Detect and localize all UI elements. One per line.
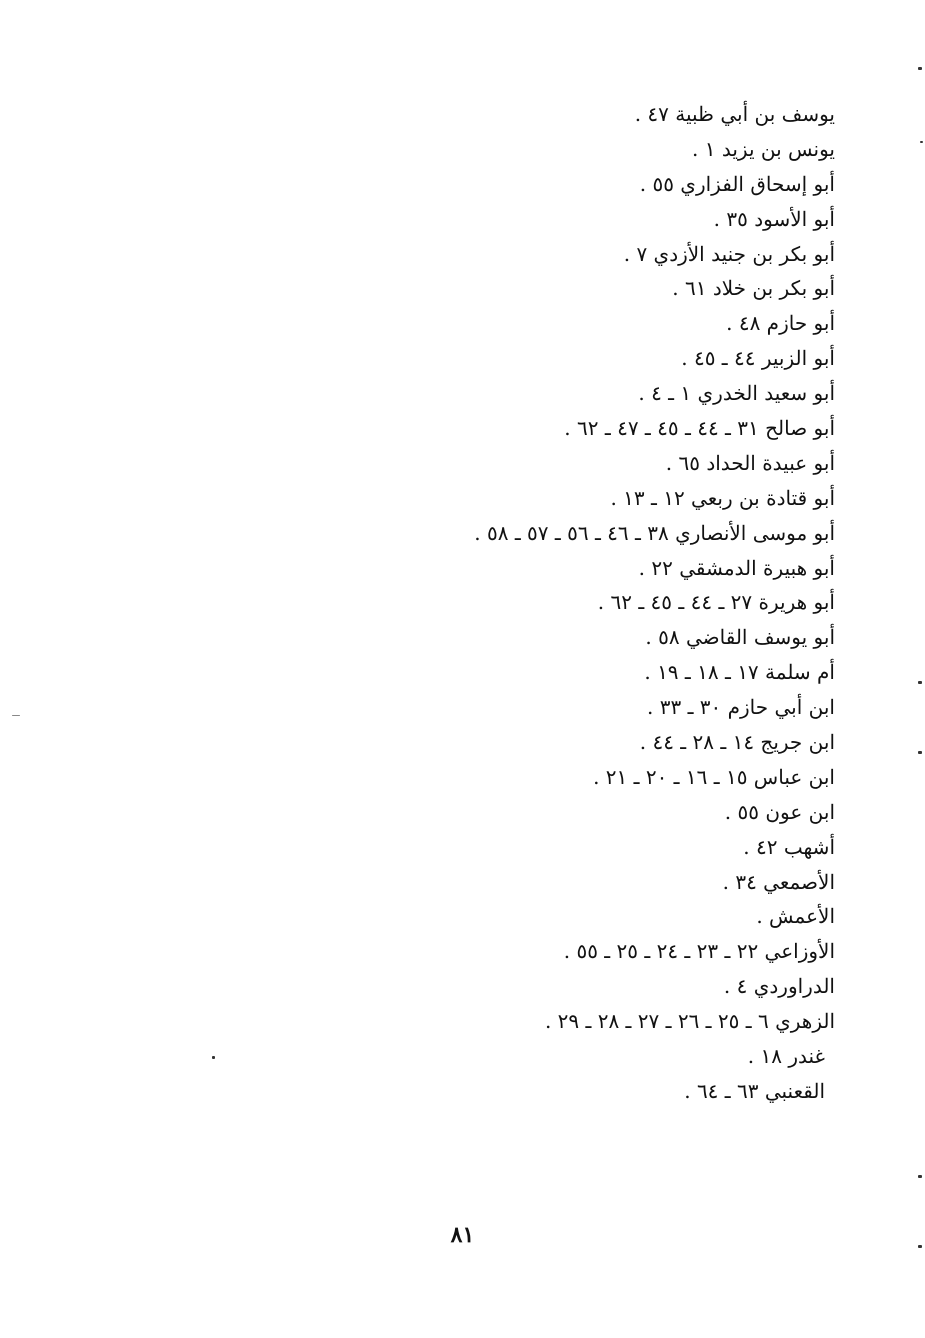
index-entry: يوسف بن أبي ظبية ٤٧ . [634,102,835,126]
index-entry: أبو إسحاق الفزاري ٥٥ . [639,171,835,196]
index-entry: أشهب ٤٢ . [743,834,835,859]
index-entry: ابن عون ٥٥ . [724,799,835,824]
index-entry: أبو قتادة بن ربعي ١٢ ـ ١٣ . [610,485,835,510]
index-entry: أبو عبيدة الحداد ٦٥ . [665,450,835,475]
index-entry: الزهري ٦ ـ ٢٥ ـ ٢٦ ـ ٢٧ ـ ٢٨ ـ ٢٩ . [544,1009,835,1034]
index-entry: أبو صالح ٣١ ـ ٤٤ ـ ٤٥ ـ ٤٧ ـ ٦٢ . [564,416,835,441]
index-entry: يونس بن يزيد ١ . [692,136,835,161]
index-entry: أبو الزبير ٤٤ ـ ٤٥ . [681,346,835,371]
index-entry: أم سلمة ١٧ ـ ١٨ ـ ١٩ . [644,660,835,685]
index-entry: أبو موسى الأنصاري ٣٨ ـ ٤٦ ـ ٥٦ ـ ٥٧ ـ ٥٨ . [474,520,835,545]
index-entry: الدراوردي ٤ . [723,974,835,999]
index-entry: أبو بكر بن جنيد الأزدي ٧ . [623,241,835,266]
scan-speck [920,141,923,143]
index-entry: أبو سعيد الخدري ١ ـ ٤ . [638,381,835,406]
index-entry: ابن جريج ١٤ ـ ٢٨ ـ ٤٤ . [639,730,835,755]
index-entry: القعنبي ٦٣ ـ ٦٤ . [684,1078,825,1103]
index-entry: أبو هريرة ٢٧ ـ ٤٤ ـ ٤٥ ـ ٦٢ . [597,590,835,615]
scan-speck [918,67,922,70]
index-entry: ابن عباس ١٥ ـ ١٦ ـ ٢٠ ـ ٢١ . [593,764,835,789]
scan-speck [918,1175,922,1178]
index-entry: غندر ١٨ . [747,1044,825,1069]
scan-speck [918,1245,922,1248]
index-entry: الأصمعي ٣٤ . [722,869,835,894]
index-entry: ابن أبي حازم ٣٠ ـ ٣٣ . [647,695,835,720]
index-entry: أبو بكر بن خلاد ٦١ . [672,276,835,301]
page-number: ٨١ [450,1222,475,1248]
scan-speck [918,681,922,684]
index-entry: الأوزاعي ٢٢ ـ ٢٣ ـ ٢٤ ـ ٢٥ ـ ٥٥ . [563,939,835,964]
scan-speck [212,1056,215,1059]
index-entry: أبو يوسف القاضي ٥٨ . [645,625,835,650]
scan-speck [12,715,20,716]
index-entry: أبو حازم ٤٨ . [726,311,835,336]
index-entry: أبو الأسود ٣٥ . [713,206,835,231]
name-index-list [275,97,835,1109]
index-entry: أبو هبيرة الدمشقي ٢٢ . [638,555,835,580]
index-entry: الأعمش . [756,904,835,929]
scan-speck [918,751,922,754]
